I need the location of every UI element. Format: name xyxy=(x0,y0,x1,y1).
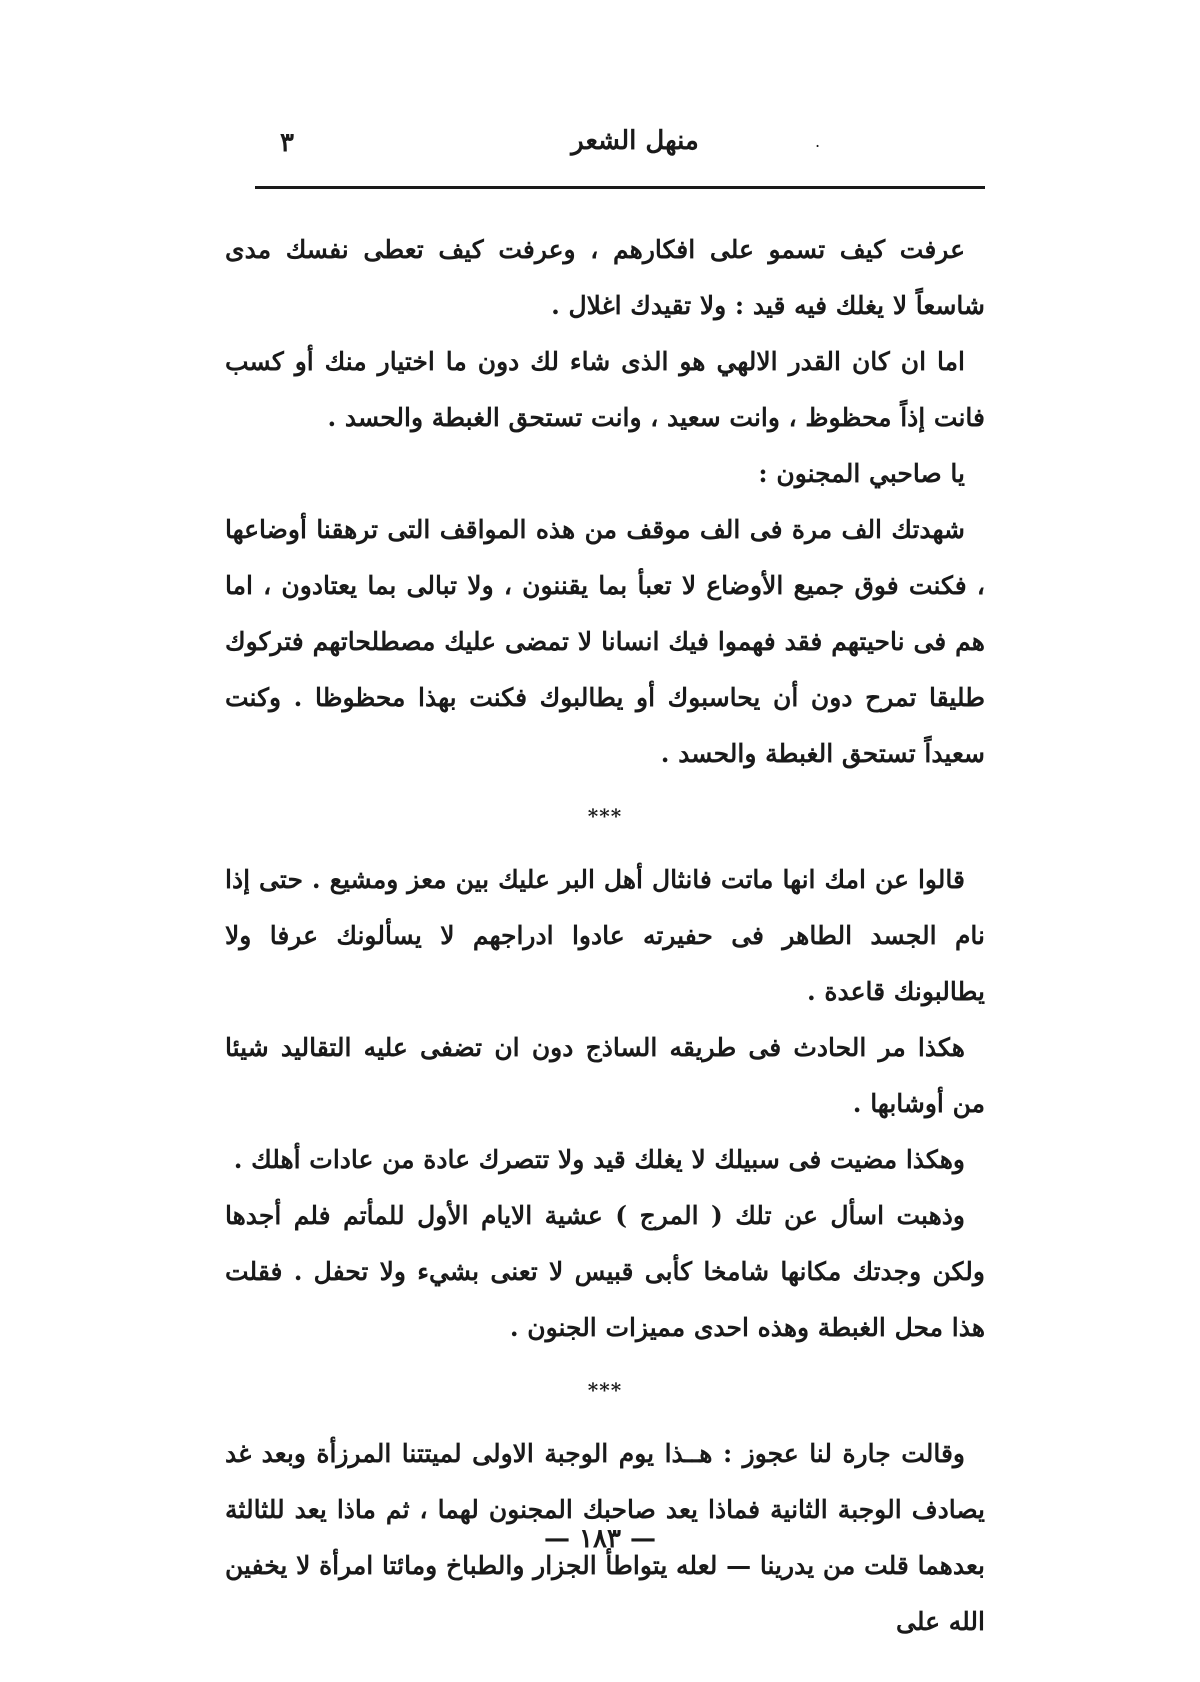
paragraph: عرفت كيف تسمو على افكارهم ، وعرفت كيف تعطى نفسك مدى شاسعاً لا يغلك فيه قيد : ولا تقيدك اغلال . xyxy=(225,235,985,320)
header-page-number: ٣ xyxy=(280,128,294,158)
header-dot: . xyxy=(815,132,821,151)
paragraph: قالوا عن امك انها ماتت فانثال أهل البر عليك بين معز ومشيع . حتى إذا نام الجسد الطاهر فى حفيرته عادوا ادراجهم لا يسألونك عرفا ولا يطالبونك قاعدة . xyxy=(225,865,985,1006)
paragraph: يا صاحبي المجنون : xyxy=(758,459,965,488)
paragraph: وهكذا مضيت فى سبيلك لا يغلك قيد ولا تتصرك عادة من عادات أهلك . xyxy=(233,1145,965,1174)
header-rule xyxy=(255,186,985,189)
body-text xyxy=(225,222,985,1650)
section-separator: *** xyxy=(587,1378,623,1402)
paragraph: وذهبت اسأل عن تلك ( المرج ) عشية الايام الأول للمأتم فلم أجدها ولكن وجدتك مكانها شامخا كأبى قبيس لا تعنى بشيء ولا تحفل . فقلت هذا محل الغبطة وهذه احدى مميزات الجنون . xyxy=(225,1201,985,1342)
paragraph: هكذا مر الحادث فى طريقه الساذج دون ان تضفى عليه التقاليد شيئا من أوشابها . xyxy=(225,1033,985,1118)
section-separator: *** xyxy=(587,804,623,828)
page-header xyxy=(255,118,985,178)
footer-page-number: — ١٨٣ — xyxy=(543,1524,657,1554)
paragraph: شهدتك الف مرة فى الف موقف من هذه المواقف التى ترهقنا أوضاعها ، فكنت فوق جميع الأوضاع لا تعبأ بما يقننون ، ولا تبالى بما يعتادون ، اما هم فى ناحيتهم فقد فهموا فيك انسانا لا تمضى عليك مصطلحاتهم فتركوك طليقا تمرح دون أن يحاسبوك أو يطالبوك فكنت بهذا محظوظا . وكنت سعيداً تستحق الغبطة والحسد . xyxy=(225,515,985,768)
paragraph: وقالت جارة لنا عجوز : هــذا يوم الوجبة الاولى لميتتنا المرزأة وبعد غد يصادف الوجبة الثانية فماذا يعد صاحبك المجنون لهما ، ثم ماذا يعد للثالثة بعدهما قلت من يدرينا — لعله يتواطأ الجزار والطباخ ومائتا امرأة لا يخفين الله على xyxy=(225,1439,985,1636)
paragraph: اما ان كان القدر الالهي هو الذى شاء لك دون ما اختيار منك أو كسب فانت إذاً محظوظ ، وانت سعيد ، وانت تستحق الغبطة والحسد . xyxy=(225,347,985,432)
running-title: منهل الشعر xyxy=(571,126,699,156)
